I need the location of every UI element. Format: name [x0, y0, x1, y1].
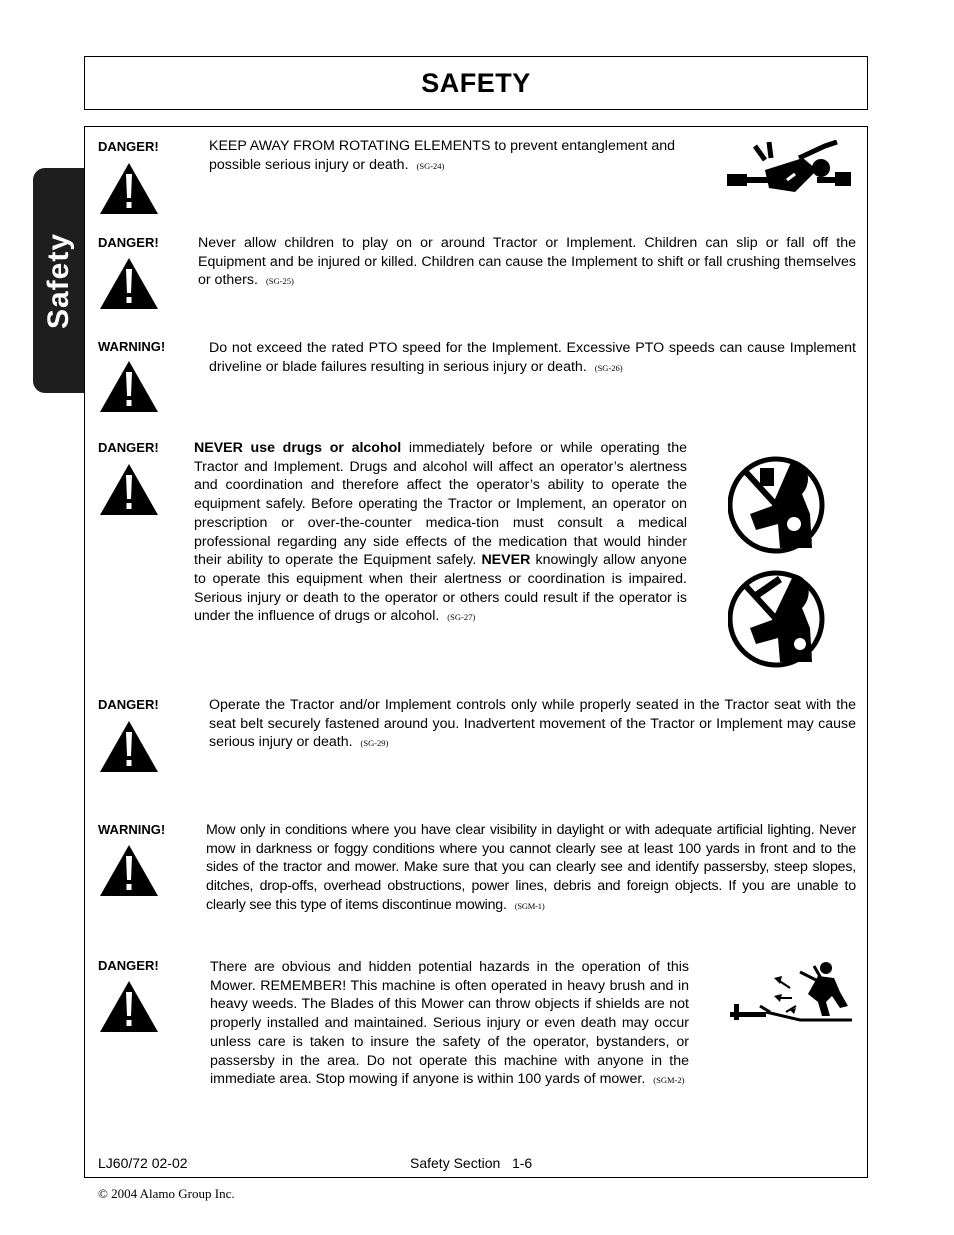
signal-word-danger: DANGER! [98, 440, 159, 455]
page-number: Safety Section 1-6 [410, 1155, 533, 1171]
safety-message: NEVER use drugs or alcohol immediately before or while operating the Tractor and Implement. Drugs and alcohol will affect an operator’s alertness and coordination and therefore affect the operator’s ability to operate the equipment safely. Before operating the Tractor or Implement, an operator on prescription or over-the-counter medica-tion must consult a medical professional regarding any side effects of the medication that would hinder their ability to operate the Equipment safely. NEVER knowingly allow anyone to operate this equipment when their alertness or coordination is impaired. Serious injury or death to the operator or others could result if the operator is under the influence of drugs or alcohol. (SG-27) [194, 440, 687, 625]
safety-message: Operate the Tractor and/or Implement controls only while properly seated in the Tractor seat with the seat belt securely fastened around you. Inadvertent movement of the Tractor or Implement may cause serious injury or death. (SG-29) [209, 697, 856, 751]
signal-word-warning: WARNING! [98, 822, 166, 837]
side-tab [33, 168, 84, 393]
signal-word-danger: DANGER! [98, 958, 159, 973]
signal-word-danger: DANGER! [98, 139, 159, 154]
page-title: SAFETY [421, 67, 531, 98]
warning-triangle-icon [97, 978, 161, 1034]
warning-triangle-icon [97, 358, 161, 414]
warning-triangle-icon [97, 255, 161, 311]
warning-triangle-icon [97, 718, 161, 774]
document-code: LJ60/72 02-02 [98, 1155, 188, 1171]
no-drinking-icon [728, 444, 828, 680]
signal-word-danger: DANGER! [98, 235, 159, 250]
safety-message: Do not exceed the rated PTO speed for the Implement. Excessive PTO speeds can cause Implement driveline or blade failures resulting in serious injury or death. (SG-26) [209, 340, 856, 375]
safety-message: Never allow children to play on or around Tractor or Implement. Children can slip or fall off the Equipment and be injured or killed. Children can cause the Implement to shift or fall crushing themselves or others. (SG-25) [198, 235, 856, 289]
safety-message: KEEP AWAY FROM ROTATING ELEMENTS to prevent entanglement and possible serious injury or death. (SG-24) [209, 138, 676, 173]
warning-triangle-icon [97, 842, 161, 898]
thrown-objects-warning-icon [730, 958, 852, 1026]
side-tab-label: Safety [41, 232, 75, 329]
header-box [84, 56, 868, 110]
signal-word-danger: DANGER! [98, 697, 159, 712]
copyright: © 2004 Alamo Group Inc. [98, 1186, 235, 1201]
warning-triangle-icon [97, 160, 161, 216]
rotating-elements-warning-icon [725, 140, 853, 206]
warning-triangle-icon [97, 461, 161, 517]
safety-message: There are obvious and hidden potential hazards in the operation of this Mower. REMEMBER! This machine is often operated in heavy brush and in heavy weeds. The Blades of this Mower can throw objects if shields are not properly installed and maintained. Serious injury or even death may occur unless care is taken to insure the safety of the operator, bystanders, or passersby in the area. Do not operate this machine with anyone in the immediate area. Stop mowing if anyone is within 100 yards of mower. (SGM-2) [210, 959, 689, 1088]
safety-message: Mow only in conditions where you have clear visibility in daylight or with adequate artificial lighting. Never mow in darkness or foggy conditions where you cannot clearly see at least 100 yards in front and to the sides of the tractor and mower. Make sure that you can clearly see and identify passersby, steep slopes, ditches, drop-offs, overhead obstructions, power lines, debris and foreign objects. If you are unable to clearly see this type of items discontinue mowing. (SGM-1) [206, 822, 856, 913]
signal-word-warning: WARNING! [98, 339, 166, 354]
